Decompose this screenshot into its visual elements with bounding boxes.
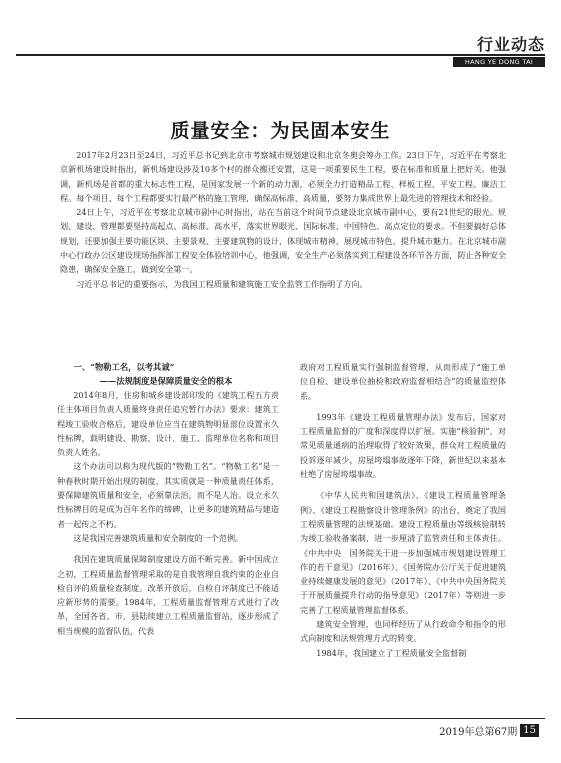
body-paragraph: 这是我国完善建筑质量和安全制度的一个范例。	[73, 532, 244, 543]
left-column	[57, 360, 279, 638]
article-intro	[60, 148, 506, 291]
header-subtitle-bar: HANG YE DONG TAI	[453, 57, 545, 67]
body-paragraph: 政府对工程质量实行强制监督管理，从而形成了“施工单位自检、建设单位抽检和政府监督相结合”的质量监控体系。	[300, 362, 506, 401]
intro-paragraph: 习近平总书记的重要指示，为我国工程质量和建筑施工安全监管工作指明了方向。	[76, 278, 368, 289]
article-title: 质量安全：为民固本安生	[170, 119, 391, 142]
paragraph-gap	[300, 403, 506, 410]
right-column	[300, 360, 506, 660]
body-paragraph: 1993年《建设工程质量管理办法》发布后，国家对工程质量监督的广度和深度得以扩展。实施“核验制”，对常见质量通病的治理取得了较好效果，群众对工程质量的投诉逐年减少，房屋垮塌事故逐年下降，新世纪以来基本杜绝了房屋垮塌事故。	[300, 411, 506, 480]
page-number: 15	[520, 724, 539, 737]
issue-label: 2019年总第67期	[439, 727, 518, 738]
section-subheading: ——法规制度是保障质量安全的根本	[99, 376, 233, 386]
body-paragraph: 《中华人民共和国建筑法》、《建设工程质量管理条例》、《建设工程勘察设计管理条例》的出台，奠定了我国工程质量管理的法规基础。建设工程质量由等级核验制转为竣工验收备案制，进一步厘清了监管责任和主体责任。《中共中央 国务院关于进一步加强城市规划建设管理工作的若干意见》（2016年）、《国务院办公厅关于促进建筑业持续健康发展的意见》（2017年）、《中共中央国务院关于开展质量提升行动的指导意见》（2017年）等则进一步完善了工程质量管理监督体系。	[300, 490, 506, 615]
body-paragraph: 2014年8月，住房和城乡建设部印发的《建筑工程五方责任主体项目负责人质量终身责任追究暂行办法》要求：建筑工程竣工验收合格后，建设单位应当在建筑物明显部位设置永久性标牌，载明建设、勘察、设计、施工、监理单位名称和项目负责人姓名。	[57, 390, 279, 458]
body-paragraph: 这个办法可以称为现代版的“物勒工名”。“物勒工名”是一种春秋时期开始出现的制度，其实质就是一种质量责任体系，要保障建筑质量和安全，必须靠法治，而不是人治。设立永久性标牌目的是成为百年名作的缔碑，让更多的建筑精品与建造者一起传之不朽。	[57, 461, 279, 529]
paragraph-gap	[300, 481, 506, 488]
header-rule	[16, 54, 545, 56]
body-paragraph: 1984年，我国建立了工程质量安全监督制	[316, 647, 467, 658]
footer-rule	[16, 718, 545, 719]
header-section-title: 行业动态	[476, 35, 545, 54]
intro-paragraph: 24日上午，习近平在考察北京城市副中心时指出，站在当前这个时间节点建设北京城市副中心，要有21世纪的眼光。规划、建设、管理都要坚持高起点、高标准、高水平，落实世界眼光、国际标准、中国特色、高点定位的要求。不但要搞好总体规划，还要加强主要功能区块、主要景观、主要建筑物的设计，体现城市精神、展现城市特色、提升城市魅力。在北京城市副中心行政办公区建设现场指挥部工程安全体验培训中心，他强调，安全生产必须落实到工程建设各环节各方面，防止各种安全隐患，确保安全施工，做到安全第一。	[60, 207, 506, 275]
intro-paragraph: 2017年2月23日至24日，习近平总书记到北京市考察城市规划建设和北京冬奥会筹办工作。23日下午，习近平在考察北京新机场建设时指出，新机场建设涉及10多个村的群众搬迁安置，这是一项重要民生工程，要在标准和质量上把好关。他强调，新机场是首都的重大标志性工程，是国家发展一个新的动力源，必须全力打造精品工程、样板工程、平安工程、廉洁工程。每个项目、每个工程都要实行最严格的施工管理，确保高标准、高质量，要努力集成世界上最先进的管理技术和经验。	[60, 150, 506, 203]
body-paragraph: 建筑安全管理，也同样经历了从行政命令和指令的形式向制度和法规管理方式的转变。	[300, 619, 506, 644]
footer	[439, 723, 539, 738]
body-paragraph: 我国在建筑质量保障制度建设方面不断完善。新中国成立之初，工程质量监督管理采取的是自我管理自我约束的企业自检自评的质量检查制度。改革开放后，自检自评制度已不能适应新形势的需要。1984年，工程质量监督管理方式进行了改革，全国各省、市、县陆续建立工程质量监督站，逐步形成了相当规模的监督队伍，代表	[57, 554, 279, 636]
section-heading: 一、“物勒工名，以考其诚”	[73, 362, 175, 372]
paragraph-gap	[57, 545, 279, 552]
